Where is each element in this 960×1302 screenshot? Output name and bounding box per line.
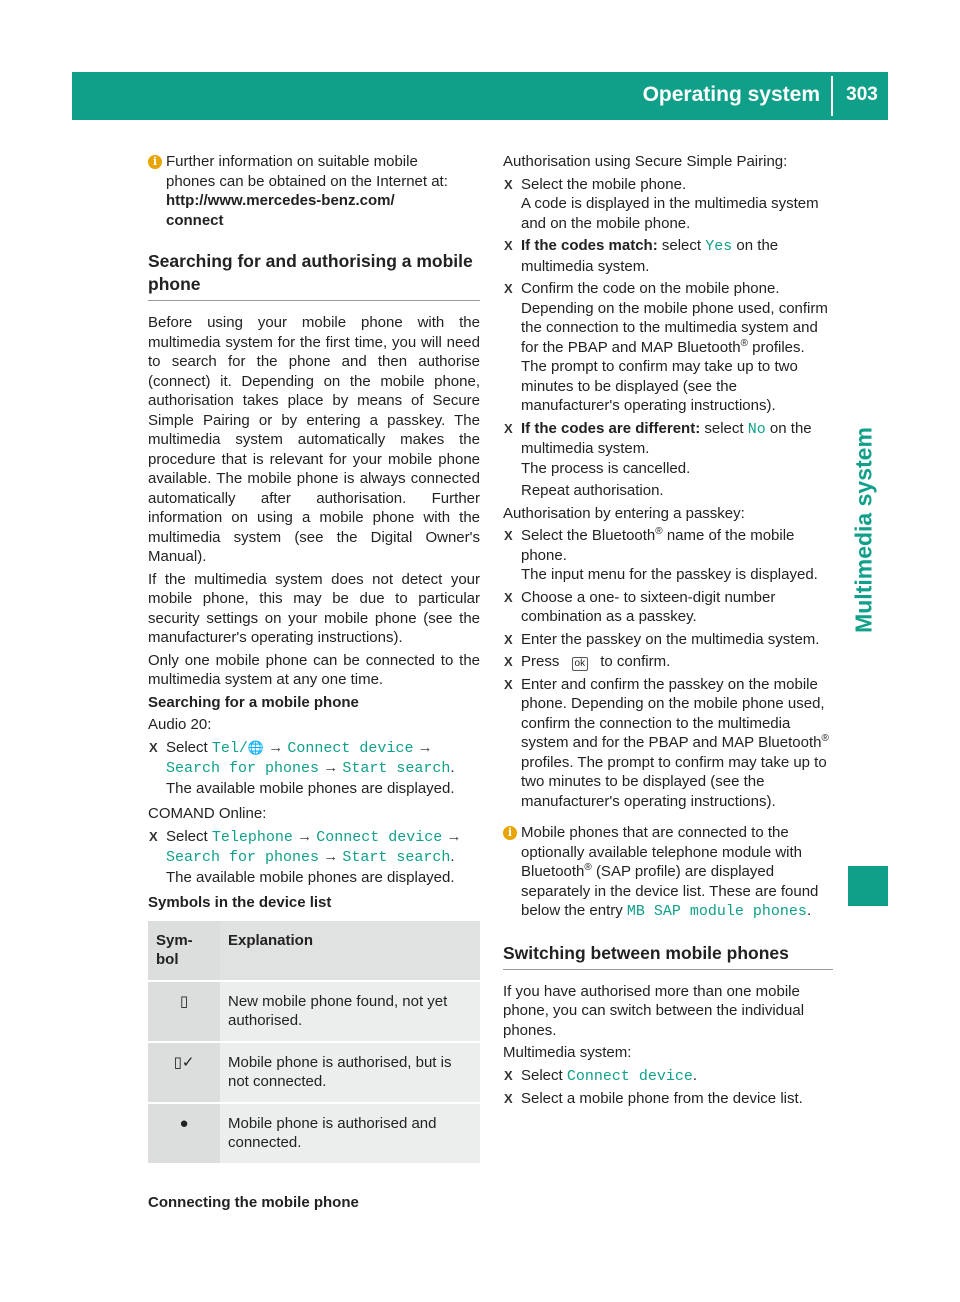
paragraph: Authorisation by entering a passkey: — [503, 504, 745, 522]
header-divider — [831, 76, 833, 116]
paragraph: Authorisation using Secure Simple Pairing: — [503, 153, 788, 170]
paragraph: Multimedia system: — [503, 1044, 632, 1061]
passkey-step: X Enter the passkey on the multimedia system. — [503, 630, 833, 650]
audio20-step: X Select Tel/🌐 → Connect device → Search for phones → Start search. The available mobile phones are displayed. — [148, 738, 480, 799]
switch-step: X Select a mobile phone from the device list. — [503, 1089, 833, 1109]
audio20-label: Audio 20: — [148, 716, 212, 733]
passkey-step: X Press ok to confirm. — [503, 652, 833, 672]
arrow-icon: → — [297, 827, 313, 845]
info-icon: i — [503, 826, 517, 840]
table-cell: Mobile phone is authorised, but is not connected. — [220, 1042, 480, 1103]
symbols-table — [148, 921, 480, 1165]
menu-item-start-search[interactable]: Start search — [342, 849, 451, 866]
left-column — [148, 152, 480, 1215]
info-text-line: phones can be obtained on the Internet at: — [166, 172, 448, 190]
info-url: connect — [166, 211, 224, 229]
registered-mark: ® — [740, 337, 748, 349]
arrow-icon: → — [323, 759, 339, 776]
passkey-step: X Enter and confirm the passkey on the mobile phone. Depending on the mobile phone used, confirm the connection to the multimedia system and for the PBAP and MAP Bluetooth® profiles. The prompt to confirm may take up to two minutes to be displayed (see the manufacturer's operating instructions). — [503, 675, 833, 812]
subheading: Symbols in the device list — [148, 894, 332, 911]
step-text: Select — [166, 827, 208, 845]
paragraph: If the multimedia system does not detect your mobile phone, this may be due to particular security settings on your mobile phone (see the manufacturer's operating instructions). — [148, 570, 480, 646]
phone-connected-icon: ● — [148, 1103, 220, 1164]
info-text-line: Further information on suitable mobile — [166, 153, 418, 170]
passkey-step: X Choose a one- to sixteen-digit number combination as a passkey. — [503, 588, 833, 627]
step-text: Select — [166, 738, 208, 756]
menu-item-connect-device[interactable]: Connect device — [287, 739, 414, 757]
globe-icon: 🌐 — [247, 740, 265, 756]
registered-mark: ® — [655, 526, 663, 537]
paragraph: If you have authorised more than one mobile phone, you can switch between the individual phones. — [503, 982, 805, 1039]
ssp-step: X Confirm the code on the mobile phone. Depending on the mobile phone used, confirm the connection to the multimedia system and for the PBAP and MAP Bluetooth® profiles. The prompt to confirm may take up to two minutes to be displayed (see the manufacturer's operating instructions). — [503, 279, 833, 416]
side-tab — [840, 400, 888, 660]
subheading: Connecting the mobile phone — [148, 1193, 359, 1211]
phone-authorised-icon: ▯✓ — [148, 1042, 220, 1103]
section-heading: Switching between mobile phones — [503, 942, 833, 970]
registered-mark: ® — [821, 733, 829, 744]
table-row — [148, 981, 480, 1042]
paragraph: Only one mobile phone can be connected to the multimedia system at any one time. — [148, 651, 480, 688]
mb-sap-entry[interactable]: MB SAP module phones — [626, 903, 807, 920]
menu-item-tel[interactable]: Tel/🌐 — [211, 739, 265, 757]
table-header-row — [148, 921, 480, 981]
table-header-symbol: Sym- bol — [148, 921, 220, 981]
arrow-icon: → — [268, 738, 284, 756]
info-icon: i — [148, 155, 162, 169]
table-header-explanation: Explanation — [220, 921, 480, 981]
right-column — [503, 152, 833, 1112]
info-note: i Mobile phones that are connected to the optionally available telephone module with Bluetooth® (SAP profile) are displayed separately in the device list. These are found below the entry MB SAP module phones. — [503, 823, 833, 922]
step-result: The available mobile phones are displayed. — [166, 779, 455, 797]
comand-label: COMAND Online: — [148, 805, 267, 822]
side-marker — [848, 866, 888, 906]
yes-option[interactable]: Yes — [705, 238, 733, 255]
table-cell: Mobile phone is authorised and connected. — [220, 1103, 480, 1164]
comand-step: X Select Telephone → Connect device → Search for phones → Start search. The available mobile phones are displayed. — [148, 827, 480, 888]
menu-item-start-search[interactable]: Start search — [342, 760, 451, 777]
no-option[interactable]: No — [747, 420, 766, 438]
subheading: Searching for a mobile phone — [148, 693, 359, 711]
menu-item-search-for-phones[interactable]: Search for phones — [166, 760, 320, 777]
table-cell: New mobile phone found, not yet authorised. — [220, 981, 480, 1042]
menu-item-connect-device[interactable]: Connect device — [566, 1067, 693, 1085]
phone-new-icon: ▯ — [148, 981, 220, 1042]
step-result: The available mobile phones are displayed. — [166, 868, 455, 886]
arrow-icon: → — [417, 738, 433, 756]
paragraph: Before using your mobile phone with the multimedia system for the first time, you will need to search for the phone and then authorise (connect) it. Depending on the mobile phone, authorisation takes place by means of Secure Simple Pairing or by entering a passkey. The multimedia system automatically makes the procedure that is relevant for your mobile phone available. The mobile phone is always connected automatically after authorisation. Further information on using a mobile phone with the multimedia system (see the Digital Owner's Manual). — [148, 314, 480, 565]
page-title: Operating system — [642, 83, 820, 106]
registered-mark: ® — [584, 862, 592, 873]
menu-item-search-for-phones[interactable]: Search for phones — [166, 849, 320, 866]
info-note — [148, 152, 480, 230]
menu-item-telephone[interactable]: Telephone — [211, 828, 293, 846]
side-tab-label: Multimedia system — [850, 427, 877, 633]
arrow-icon: → — [323, 848, 339, 865]
info-url: http://www.mercedes-benz.com/ — [166, 192, 395, 209]
ssp-step: X Select the mobile phone. A code is displayed in the multimedia system and on the mobile phone. — [503, 175, 833, 234]
switch-step: X Select Connect device. — [503, 1066, 833, 1087]
menu-item-connect-device[interactable]: Connect device — [316, 828, 443, 846]
ssp-step: X If the codes are different: select No on the multimedia system. The process is cancelled. Repeat authorisation. — [503, 419, 833, 501]
ssp-step: X If the codes match: select Yes on the multimedia system. — [503, 236, 833, 276]
passkey-step: X Select the Bluetooth® name of the mobile phone. The input menu for the passkey is displayed. — [503, 526, 833, 585]
arrow-icon: → — [446, 827, 462, 845]
table-row — [148, 1042, 480, 1103]
table-row — [148, 1103, 480, 1164]
page-number: 303 — [846, 84, 878, 105]
section-heading: Searching for and authorising a mobile phone — [148, 250, 480, 301]
ok-key-icon: ok — [572, 657, 589, 671]
